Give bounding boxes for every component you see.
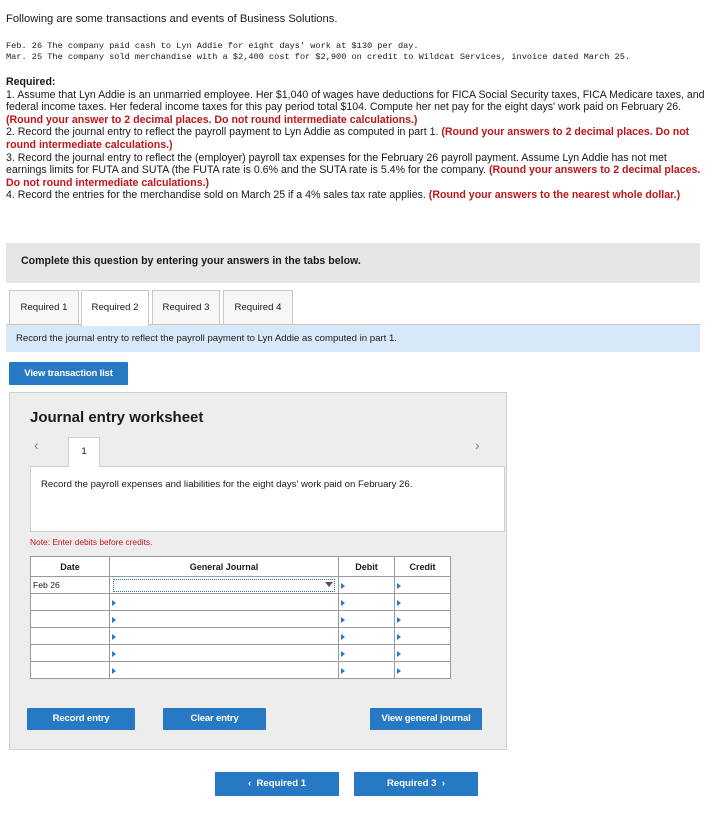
cell-marker-icon	[112, 651, 116, 657]
col-debit: Debit	[339, 557, 395, 577]
row-debit[interactable]	[339, 577, 395, 594]
account-select[interactable]	[113, 579, 335, 592]
cell-marker-icon	[341, 600, 345, 606]
cell-marker-icon	[112, 634, 116, 640]
prev-required-button[interactable]	[215, 772, 339, 796]
dropdown-arrow-icon[interactable]	[325, 582, 333, 587]
tab-required-3[interactable]: Required 3	[152, 290, 220, 324]
intro-text: Following are some transactions and events of Business Solutions.	[6, 13, 338, 25]
tab-instruction	[6, 324, 700, 352]
cell-marker-icon	[341, 617, 345, 623]
row-date[interactable]: Feb 26	[31, 577, 110, 594]
table-row	[31, 645, 451, 662]
row-debit[interactable]	[339, 662, 395, 679]
row-debit[interactable]	[339, 594, 395, 611]
cell-marker-icon	[397, 600, 401, 606]
required-section	[6, 76, 708, 202]
entry-description-card	[30, 466, 505, 532]
row-account[interactable]	[110, 577, 339, 594]
required-item-4: 4. Record the entries for the merchandise sold on March 25 if a 4% sales tax rate applies. (Round your answers to the nearest whole dollar.)	[6, 189, 681, 202]
row-date[interactable]	[31, 594, 110, 611]
entry-description: Record the payroll expenses and liabilities for the eight days' work paid on February 26.	[41, 479, 413, 490]
row-credit[interactable]	[395, 645, 451, 662]
next-required-button[interactable]	[354, 772, 478, 796]
required-item-3: 3. Record the journal entry to reflect the (employer) payroll tax expenses for the February 26 payroll payment. Assume Lyn Addie has not met earnings limits for FUTA and SUTA (the FUTA rate is 0.6% and the SUTA rate is 5.4% for the company. (Round your answers to 2 decimal places. Do not round intermediate calculations.)	[6, 151, 701, 189]
chevron-left-icon: ‹	[247, 778, 257, 789]
row-credit[interactable]	[395, 662, 451, 679]
cell-marker-icon	[397, 617, 401, 623]
row-account[interactable]	[110, 611, 339, 628]
cell-marker-icon	[112, 617, 116, 623]
col-general-journal: General Journal	[110, 557, 339, 577]
required-heading: Required:	[6, 76, 56, 88]
row-credit[interactable]	[395, 577, 451, 594]
row-account[interactable]	[110, 662, 339, 679]
cell-marker-icon	[397, 634, 401, 640]
row-date[interactable]	[31, 662, 110, 679]
entry-page-tab[interactable]: 1	[68, 437, 100, 467]
cell-marker-icon	[341, 651, 345, 657]
chevron-right-icon[interactable]: ›	[475, 437, 480, 453]
instructions-banner	[6, 243, 700, 283]
row-debit[interactable]	[339, 628, 395, 645]
row-credit[interactable]	[395, 611, 451, 628]
view-general-journal-button[interactable]: View general journal	[370, 708, 482, 730]
record-entry-button[interactable]: Record entry	[27, 708, 135, 730]
table-row	[31, 594, 451, 611]
cell-marker-icon	[397, 651, 401, 657]
row-account[interactable]	[110, 594, 339, 611]
row-account[interactable]	[110, 645, 339, 662]
cell-marker-icon	[341, 634, 345, 640]
required-item-2: 2. Record the journal entry to reflect the payroll payment to Lyn Addie as computed in part 1. (Round your answers to 2 decimal places. Do not round intermediate calculations.)	[6, 126, 690, 151]
table-row	[31, 611, 451, 628]
journal-entry-worksheet	[9, 392, 507, 750]
clear-entry-button[interactable]: Clear entry	[163, 708, 266, 730]
tab-required-2[interactable]: Required 2	[81, 290, 149, 326]
table-row	[31, 577, 451, 594]
cell-marker-icon	[341, 583, 345, 589]
debits-note: Note: Enter debits before credits.	[30, 537, 153, 547]
tab-required-4[interactable]: Required 4	[223, 290, 293, 324]
transaction-line-mar: Mar. 25 The company sold merchandise with a $2,400 cost for $2,900 on credit to Wildcat Services, invoice dated March 25.	[6, 52, 631, 62]
tab-instruction-text: Record the journal entry to reflect the payroll payment to Lyn Addie as computed in part 1.	[16, 333, 397, 344]
row-date[interactable]	[31, 611, 110, 628]
tab-required-1[interactable]: Required 1	[9, 290, 79, 324]
chevron-right-icon: ›	[436, 778, 446, 789]
cell-marker-icon	[341, 668, 345, 674]
journal-table	[30, 556, 451, 679]
row-date[interactable]	[31, 628, 110, 645]
row-debit[interactable]	[339, 645, 395, 662]
cell-marker-icon	[112, 668, 116, 674]
row-date[interactable]	[31, 645, 110, 662]
row-debit[interactable]	[339, 611, 395, 628]
transaction-line-feb: Feb. 26 The company paid cash to Lyn Addie for eight days' work at $130 per day.	[6, 41, 419, 51]
chevron-left-icon[interactable]: ‹	[34, 437, 39, 453]
prev-required-label: Required 1	[256, 778, 307, 789]
worksheet-title: Journal entry worksheet	[30, 409, 204, 426]
row-account[interactable]	[110, 628, 339, 645]
cell-marker-icon	[112, 600, 116, 606]
col-credit: Credit	[395, 557, 451, 577]
view-transaction-list-button[interactable]: View transaction list	[9, 362, 128, 385]
row-credit[interactable]	[395, 628, 451, 645]
row-credit[interactable]	[395, 594, 451, 611]
cell-marker-icon	[397, 583, 401, 589]
next-required-label: Required 3	[386, 778, 437, 789]
table-row	[31, 662, 451, 679]
table-row	[31, 628, 451, 645]
banner-text: Complete this question by entering your answers in the tabs below.	[21, 255, 361, 267]
cell-marker-icon	[397, 668, 401, 674]
required-item-1: 1. Assume that Lyn Addie is an unmarried employee. Her $1,040 of wages have deductions for FICA Social Security taxes, FICA Medicare taxes, and federal income taxes. Her federal income taxes for this pay period total $104. Compute her net pay for the eight days' work paid on February 26. (Round your answer to 2 decimal places. Do not round intermediate calculations.)	[6, 88, 705, 126]
col-date: Date	[31, 557, 110, 577]
